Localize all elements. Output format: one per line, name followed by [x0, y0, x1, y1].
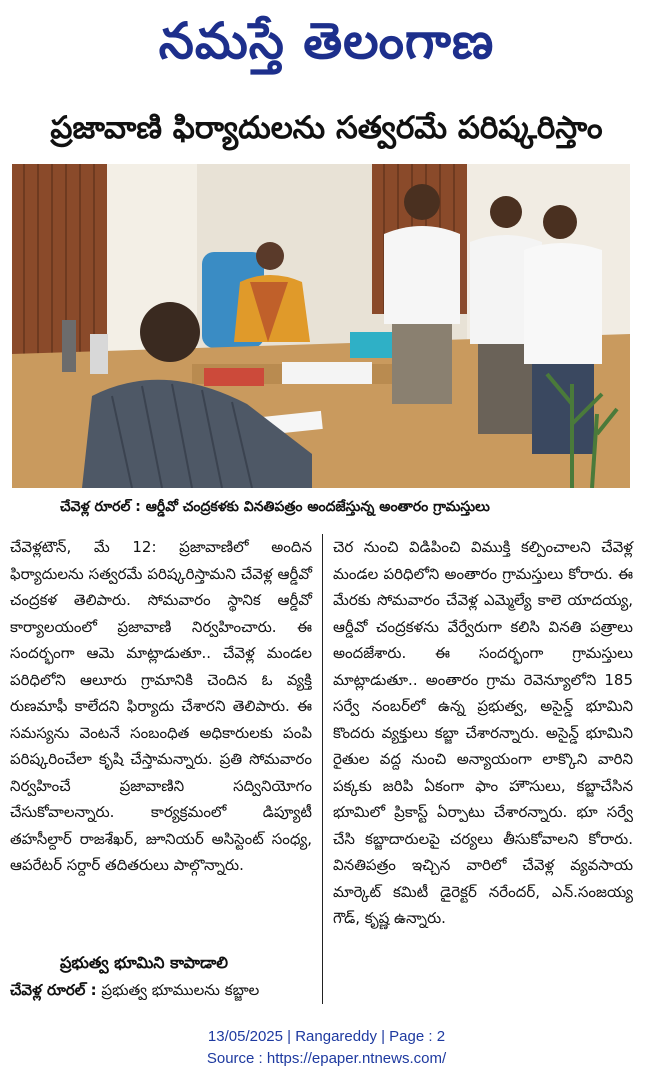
- masthead-logo: నమస్తే తెలంగాణ: [158, 11, 495, 70]
- photo-illustration: [12, 164, 630, 488]
- article-paragraph-right: చెర నుంచి విడిపించి విముక్తి కల్పించాలని చేవెళ్ల మండల పరిధిలోని అంతారం గ్రామస్తులు కోరారు. ఈ మేరకు సోమవారం చేవెళ్ల ఎమ్మెల్యే కాలె యాదయ్య, ఆర్డీవో చంద్రకళను వేర్వేరుగా కలిసి వినతి పత్రాలు అందజేశారు. ఈ సందర్భంగా గ్రామస్తులు మాట్లాడుతూ.. అంతారం గ్రామ రెవెన్యూలోని 185 సర్వే నంబర్‌లో ఉన్న ప్రభుత్వ, అసైన్డ్ భూమిని కొందరు వ్యక్తులు కబ్జా చేశారన్నారు. అసైన్డ్ భూమిని రైతుల వద్ద నుంచి అన్యాయంగా లాక్కొని వారిని పక్కకు జరిపి ఏకంగా ఫాం హౌసులు, కబ్జాచేసిన భూమిలో ప్రికాస్ట్ ఏర్పాటు చేశారన్నారు. భూ సర్వే చేసి కబ్జాదారులపై చర్యలు తీసుకోవాలని కోరారు. వినతిపత్రం ఇచ్చిన వారిలో చేవెళ్ల వ్యవసాయ మార్కెట్ కమిటీ డైరెక్టర్ నరేందర్, ఎన్.సంజయ్య గౌడ్, కృష్ణ ఉన్నారు.: [333, 538, 633, 927]
- article-sub-intro: [10, 976, 320, 1004]
- column-divider: [322, 534, 323, 1004]
- sub-lead: చేవెళ్ల రూరల్ :: [10, 981, 97, 999]
- news-photo: [12, 164, 630, 488]
- photo-caption: [60, 492, 620, 522]
- article-column-right: [333, 534, 633, 932]
- article-column-left: [10, 534, 312, 879]
- headline: ప్రజావాణి ఫిర్యాదులను సత్వరమే పరిష్కరిస్తాం: [50, 110, 603, 146]
- page-footer: [0, 1026, 653, 1070]
- sub-text: ప్రభుత్వ భూములను కబ్జాల: [101, 981, 260, 999]
- article-subhead: ప్రభుత్వ భూమిని కాపాడాలి: [60, 953, 229, 972]
- caption-lead: చేవెళ్ల రూరల్ :: [60, 499, 141, 515]
- footer-source-link[interactable]: Source : https://epaper.ntnews.com/: [206, 1050, 447, 1067]
- footer-edition-info: 13/05/2025 | Rangareddy | Page : 2: [207, 1028, 446, 1045]
- article-paragraph-left: చేవెళ్లటౌన్, మే 12: ప్రజావాణిలో అందిన ఫిర్యాదులను సత్వరమే పరిష్కరిస్తామని చేవెళ్ల ఆర్డీవో చంద్రకళ తెలిపారు. సోమవారం స్థానిక ఆర్డీవో కార్యాలయంలో ప్రజావాణి నిర్వహించారు. ఈ సందర్భంగా ఆమె మాట్లాడుతూ.. చేవెళ్ల మండల పరిధిలోని ఆలూరు గ్రామానికి చెందిన ఓ వ్యక్తి రుణమాఫీ కాలేదని ఫిర్యాదు చేశారని తెలిపారు. ఈ సమస్యను వెంటనే సంబంధిత అధికారులకు పంపి పరిష్కరించేలా కృషి చేస్తామన్నారు. ప్రతి సోమవారం నిర్వహించే ప్రజావాణిని సద్వినియోగం చేసుకోవాలన్నారు. కార్యక్రమంలో డిప్యూటీ తహసీల్దార్ రాజశేఖర్, జూనియర్ అసిస్టెంట్ సంధ్య, ఆపరేటర్ సర్దార్ తదితరులు పాల్గొన్నారు.: [10, 538, 312, 874]
- caption-text: ఆర్డీవో చంద్రకళకు వినతిపత్రం అందజేస్తున్న అంతారం గ్రామస్తులు: [145, 499, 490, 515]
